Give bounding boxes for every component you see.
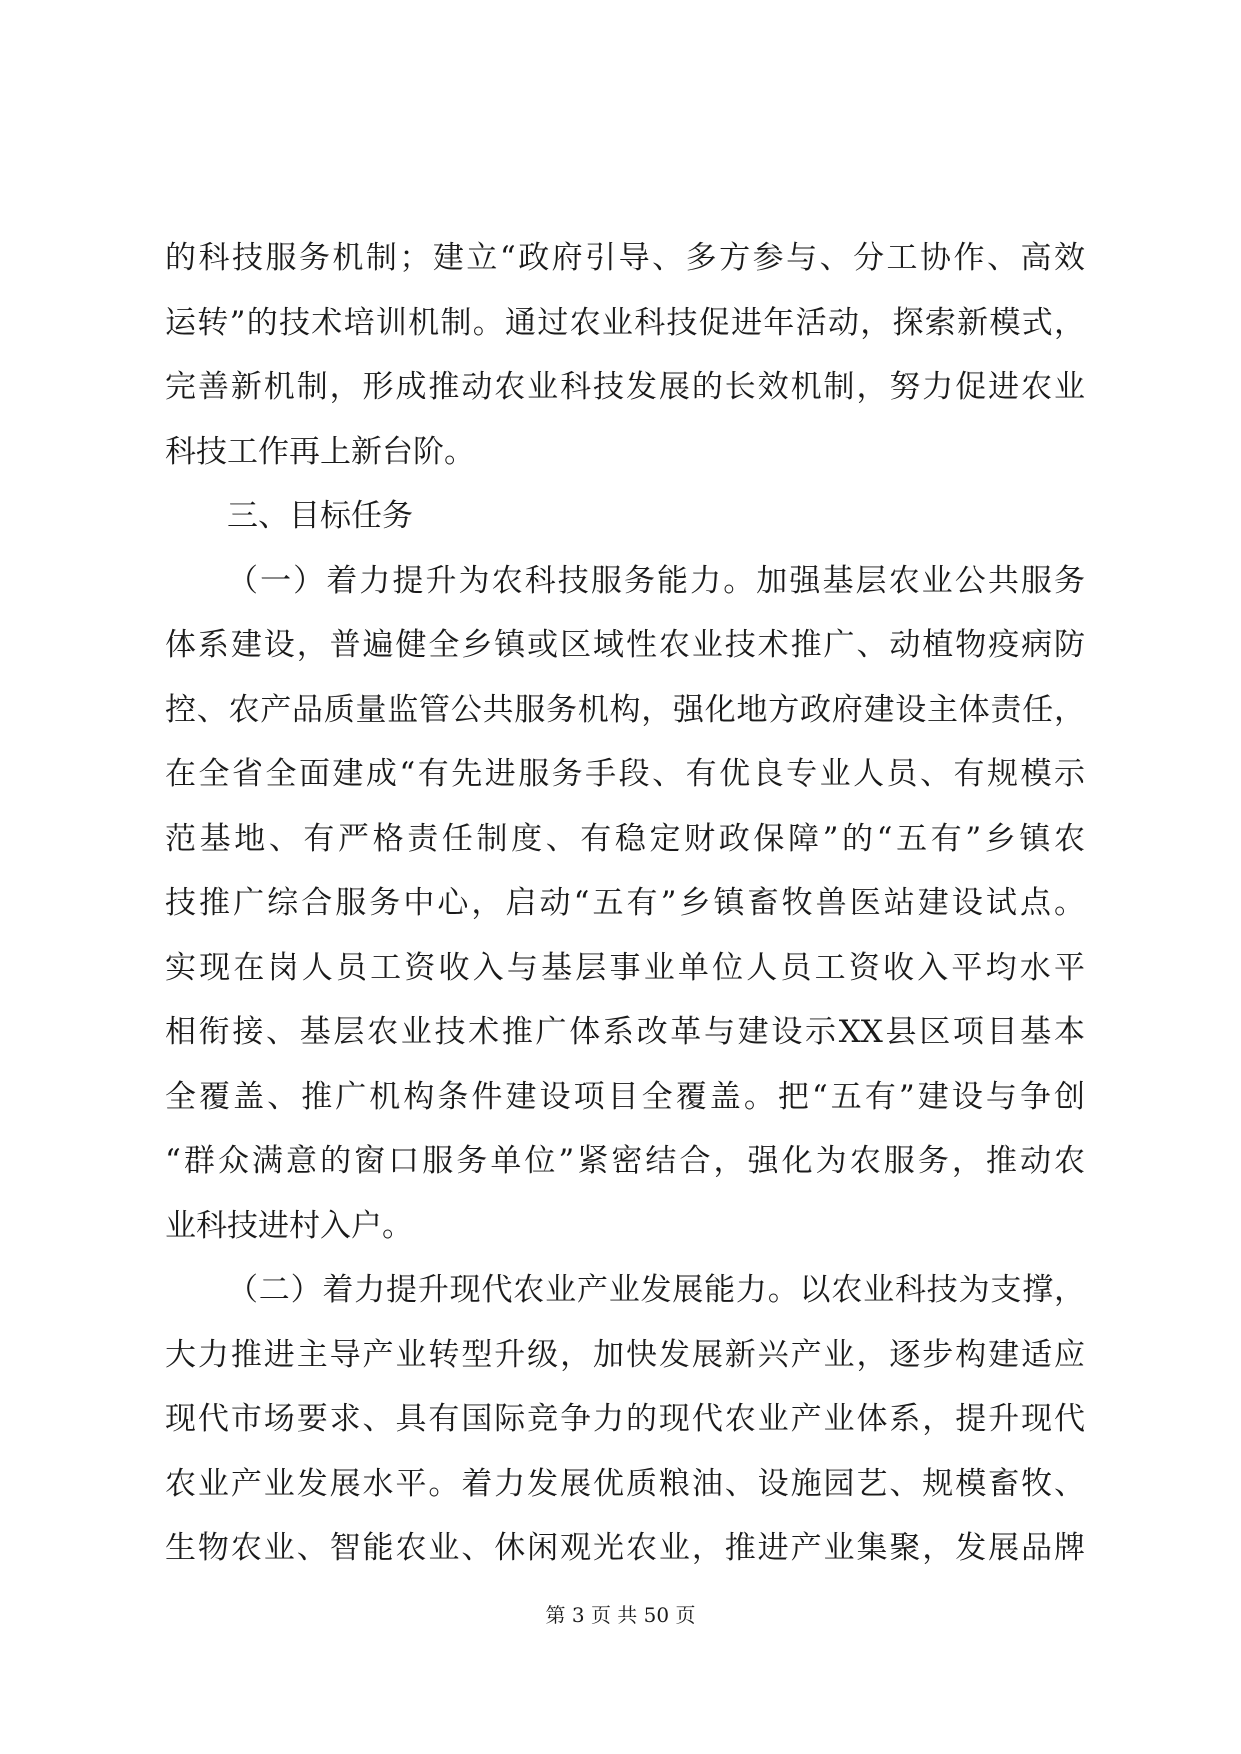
- text-line: 完善新机制，形成推动农业科技发展的长效机制，努力促进农业: [165, 369, 1085, 405]
- text-line: 体系建设，普遍健全乡镇或区域性农业技术推广、动植物疫病防: [165, 627, 1085, 663]
- text-line: 运转”的技术培训机制。通过农业科技促进年活动，探索新模式，: [165, 304, 1085, 341]
- text-line: “群众满意的窗口服务单位”紧密结合，强化为农服务，推动农: [165, 1143, 1085, 1179]
- text-line: 生物农业、智能农业、休闲观光农业，推进产业集聚，发展品牌: [165, 1530, 1085, 1566]
- text-line: （一）着力提升为农科技服务能力。加强基层农业公共服务: [227, 562, 1085, 599]
- page-footer: 第 3 页 共 50 页: [545, 1603, 696, 1627]
- body-text: [165, 226, 1085, 1581]
- text-line: 三、目标任务: [227, 498, 413, 534]
- text-line: 大力推进主导产业转型升级，加快发展新兴产业，逐步构建适应: [165, 1336, 1085, 1373]
- text-line: 现代市场要求、具有国际竞争力的现代农业产业体系，提升现代: [165, 1401, 1085, 1437]
- text-line: 实现在岗人员工资收入与基层事业单位人员工资收入平均水平: [165, 949, 1085, 986]
- text-line: 业科技进村入户。: [165, 1207, 413, 1244]
- text-line: 技推广综合服务中心，启动“五有”乡镇畜牧兽医站建设试点。: [165, 885, 1085, 921]
- text-line: 科技工作再上新台阶。: [165, 433, 475, 470]
- text-line: 农业产业发展水平。着力发展优质粮油、设施园艺、规模畜牧、: [165, 1465, 1085, 1502]
- text-line: 的科技服务机制；建立“政府引导、多方参与、分工协作、高效: [165, 240, 1085, 276]
- text-line: 相衔接、基层农业技术推广体系改革与建设示XX县区项目基本: [165, 1014, 1085, 1050]
- text-line: 范基地、有严格责任制度、有稳定财政保障”的“五有”乡镇农: [165, 820, 1085, 857]
- text-line: （二）着力提升现代农业产业发展能力。以农业科技为支撑，: [227, 1272, 1085, 1308]
- text-line: 全覆盖、推广机构条件建设项目全覆盖。把“五有”建设与争创: [165, 1078, 1085, 1115]
- text-line: 控、农产品质量监管公共服务机构，强化地方政府建设主体责任，: [165, 691, 1085, 728]
- text-line: 在全省全面建成“有先进服务手段、有优良专业人员、有规模示: [165, 756, 1085, 792]
